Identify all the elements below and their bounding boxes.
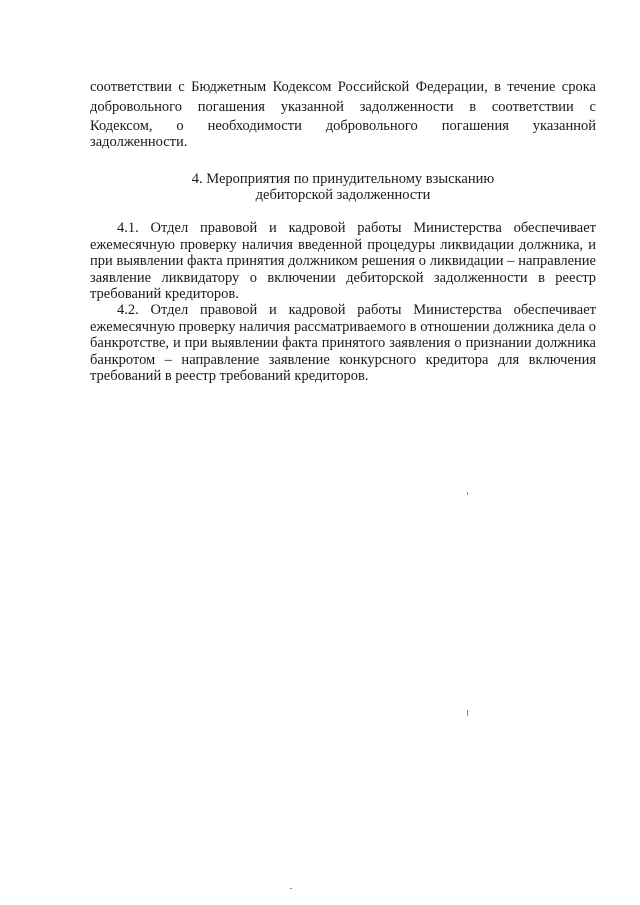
p42-line-3: банкротстве, и при выявлении факта принятого заявления о признании должника [90,335,596,351]
scan-speck [290,888,292,889]
p41-line-3: при выявлении факта принятия должником решения о ликвидации – направление [90,253,596,269]
intro-line-2: добровольного погашения указанной задолженности в соответствии с [90,99,596,115]
p42-line-5: требований в реестр требований кредиторов. [90,368,369,384]
p42-line-1: 4.2. Отдел правовой и кадровой работы Министерства обеспечивает [117,302,596,318]
p41-line-1: 4.1. Отдел правовой и кадровой работы Министерства обеспечивает [117,220,596,236]
scan-speck [467,710,468,716]
p42-line-2: ежемесячную проверку наличия рассматриваемого в отношении должника дела о [90,319,596,335]
p42-line-4: банкротом – направление заявление конкурсного кредитора для включения [90,352,596,368]
intro-line-3: Кодексом, о необходимости добровольного погашения указанной [90,118,596,134]
p41-line-5: требований кредиторов. [90,286,239,302]
section-4-heading-line-1: 4. Мероприятия по принудительному взысканию [191,171,495,187]
scan-speck [467,492,468,495]
p41-line-2: ежемесячную проверку наличия введенной процедуры ликвидации должника, и [90,237,596,253]
intro-line-4: задолженности. [90,134,188,150]
p41-line-4: заявление ликвидатору о включении дебиторской задолженности в реестр [90,270,596,286]
intro-line-1: соответствии с Бюджетным Кодексом Российской Федерации, в течение срока [90,79,596,95]
section-4-heading-line-2: дебиторской задолженности [255,187,431,203]
